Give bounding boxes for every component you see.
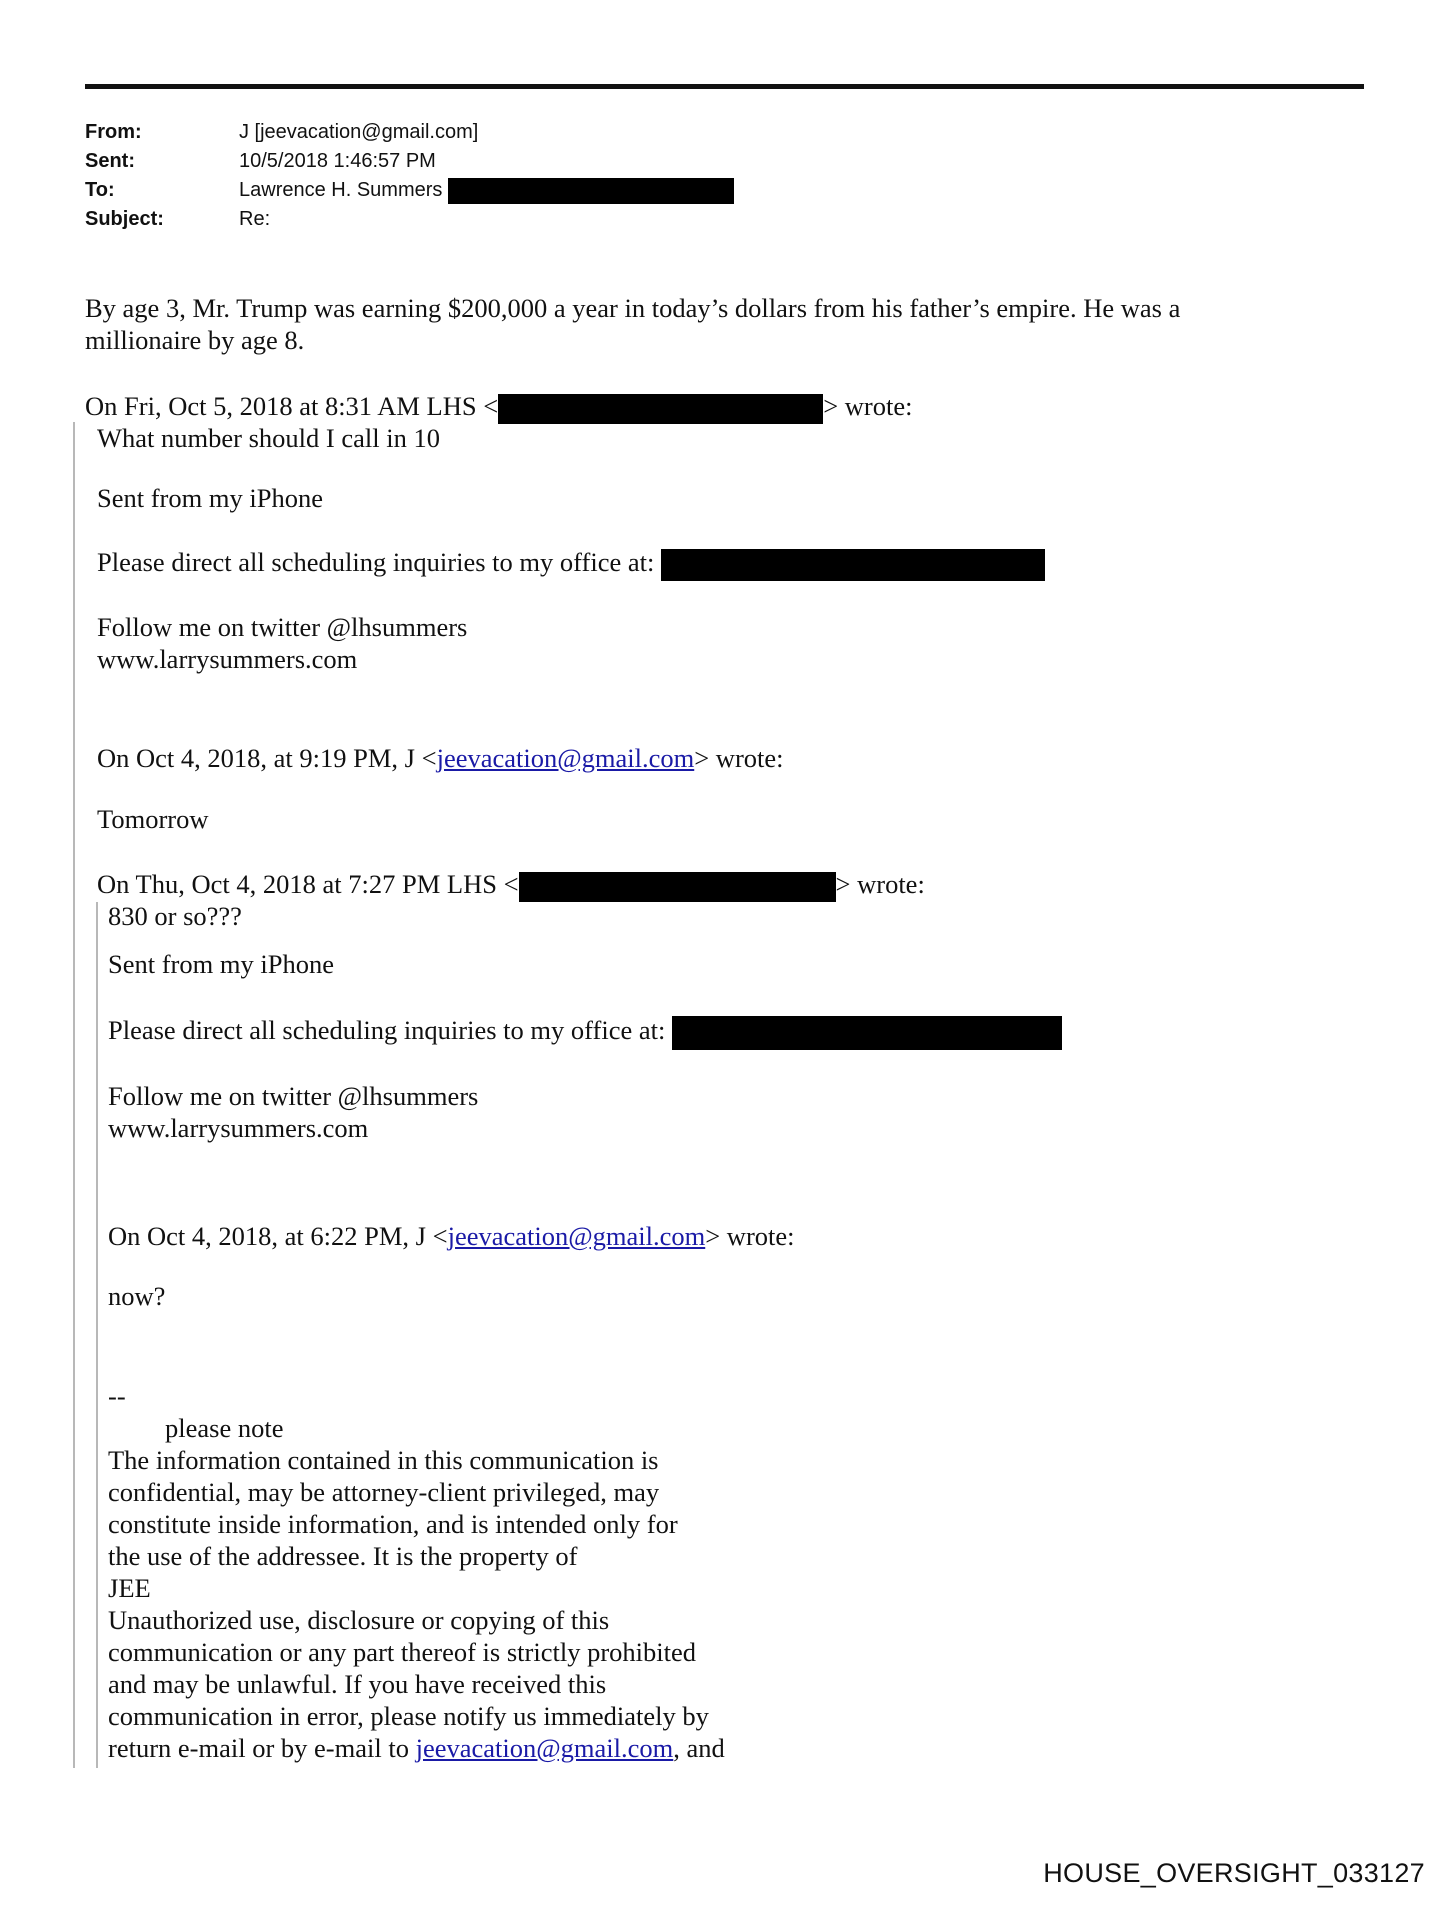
email-link[interactable]: jeevacation@gmail.com [436, 743, 695, 773]
disclaimer-text: return e-mail or by e-mail to [108, 1733, 416, 1763]
quote-bar [73, 422, 75, 1768]
sent-value: 10/5/2018 1:46:57 PM [239, 150, 436, 172]
subject-label: Subject: [85, 208, 164, 230]
disclaimer-line: The information contained in this communication is [108, 1445, 659, 1475]
please-note: please note [165, 1413, 284, 1443]
from-value: J [jeevacation@gmail.com] [239, 121, 479, 143]
to-label: To: [85, 179, 115, 201]
scheduling-text: Please direct all scheduling inquiries to my office at: [108, 1015, 666, 1045]
body-line: millionaire by age 8. [85, 325, 305, 355]
message-body [85, 292, 1180, 356]
disclaimer-line: the use of the addressee. It is the property of [108, 1541, 578, 1571]
disclaimer-line: and may be unlawful. If you have received this [108, 1669, 607, 1699]
quote4-attribution [108, 1220, 795, 1252]
scheduling-line [97, 546, 1045, 581]
twitter-line: Follow me on twitter @lhsummers [108, 1080, 479, 1111]
bates-number: HOUSE_OVERSIGHT_033127 [1043, 1858, 1425, 1888]
disclaimer-text: , and [673, 1733, 725, 1763]
quote-message: What number should I call in 10 [97, 423, 440, 453]
quote3-content [108, 900, 1062, 1144]
sent-label: Sent: [85, 150, 135, 172]
disclaimer-line: constitute inside information, and is intended only for [108, 1509, 678, 1539]
attribution-text: On Oct 4, 2018, at 6:22 PM, J < [108, 1221, 448, 1251]
email-link[interactable]: jeevacation@gmail.com [447, 1221, 706, 1251]
attribution-text: > wrote: [835, 869, 925, 899]
attribution-text: On Oct 4, 2018, at 9:19 PM, J < [97, 743, 437, 773]
top-rule [85, 84, 1364, 89]
disclaimer-line: confidential, may be attorney-client privileged, may [108, 1477, 660, 1507]
to-value: Lawrence H. Summers [239, 179, 443, 201]
attribution-text: On Thu, Oct 4, 2018 at 7:27 PM LHS < [97, 869, 519, 899]
from-label: From: [85, 121, 142, 143]
body-line: By age 3, Mr. Trump was earning $200,000 a year in today’s dollars from his father’s empire. He was a [85, 293, 1181, 323]
disclaimer-line: JEE [108, 1573, 151, 1603]
redaction-box [498, 394, 823, 424]
quote3-attribution [97, 868, 925, 902]
attribution-text: On Fri, Oct 5, 2018 at 8:31 AM LHS < [85, 391, 499, 421]
quote2-attribution [97, 742, 784, 774]
disclaimer-last-line [108, 1732, 725, 1764]
disclaimer-line: communication or any part thereof is strictly prohibited [108, 1637, 696, 1667]
website-line: www.larrysummers.com [97, 643, 358, 674]
subject-value: Re: [239, 208, 271, 230]
twitter-line: Follow me on twitter @lhsummers [97, 611, 468, 642]
quote-message: 830 or so??? [108, 901, 242, 931]
scheduling-text: Please direct all scheduling inquiries to my office at: [97, 547, 655, 577]
redaction-box [519, 872, 836, 902]
redaction-box [448, 178, 734, 204]
disclaimer-line: communication in error, please notify us immediately by [108, 1701, 709, 1731]
disclaimer-line: Unauthorized use, disclosure or copying of this [108, 1605, 610, 1635]
attribution-text: > wrote: [823, 391, 913, 421]
signature-dashes: -- [108, 1381, 126, 1411]
attribution-text: > wrote: [694, 743, 784, 773]
attribution-text: > wrote: [705, 1221, 795, 1251]
redaction-box [661, 549, 1045, 581]
disclaimer [108, 1380, 725, 1764]
quote1-content [97, 422, 1045, 675]
quote-bar [96, 902, 98, 1768]
scheduling-line [108, 1014, 1062, 1050]
quote2-message: Tomorrow [97, 804, 209, 834]
redaction-box [672, 1016, 1062, 1050]
quote4-message: now? [108, 1281, 166, 1311]
quote1-attribution [85, 390, 912, 424]
email-link[interactable]: jeevacation@gmail.com [415, 1733, 674, 1763]
sent-from: Sent from my iPhone [108, 949, 334, 979]
to-value-wrap [239, 176, 734, 205]
website-line: www.larrysummers.com [108, 1112, 369, 1143]
sent-from: Sent from my iPhone [97, 483, 323, 513]
